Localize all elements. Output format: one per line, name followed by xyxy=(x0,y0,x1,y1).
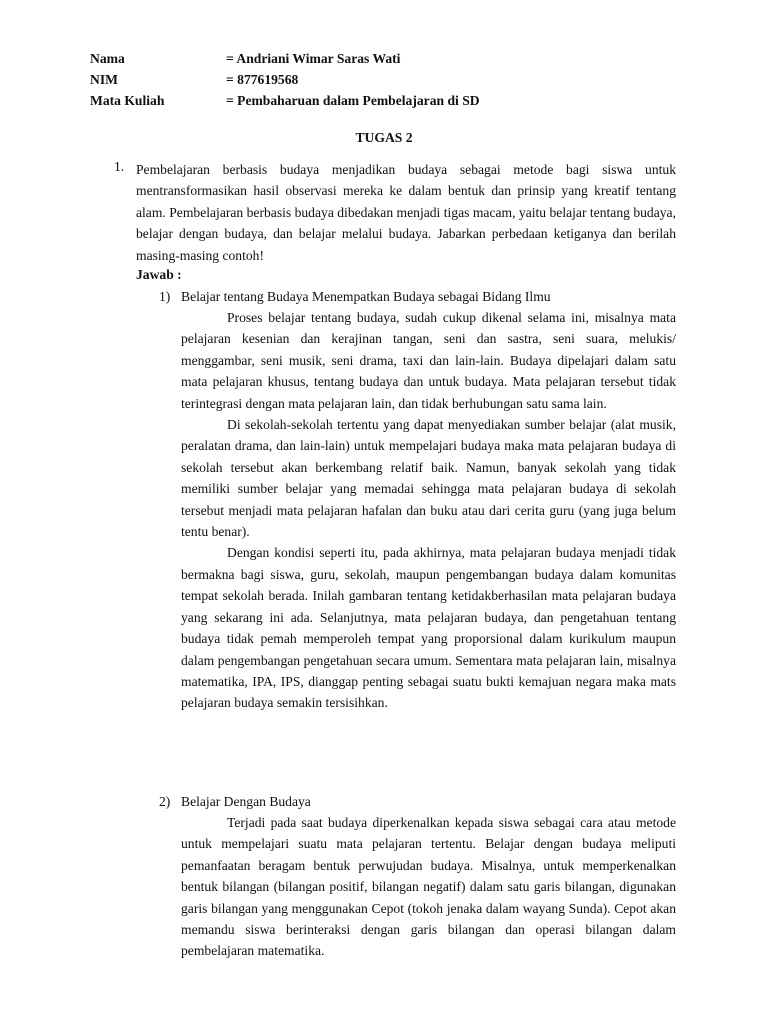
section-title: Belajar Dengan Budaya xyxy=(181,794,311,809)
header-row-nim xyxy=(90,69,480,90)
header-row-mata-kuliah xyxy=(90,90,480,111)
section-number: 1) xyxy=(159,289,171,304)
header-label: Nama xyxy=(90,51,125,66)
section-belajar-dengan-budaya xyxy=(159,791,676,962)
question-text: Pembelajaran berbasis budaya menjadikan budaya sebagai metode bagi siswa untuk mentransformasikan hasil observasi mereka ke dalam bentuk dan prinsip yang kreatif tentang alam. Pembelajaran berbasis budaya dibedakan menjadi tigas macam, yaitu belajar tentang budaya, belajar dengan budaya, dan belajar melalui budaya. Jabarkan perbedaan ketiganya dan berilah masing-masing contoh! xyxy=(136,162,676,263)
section-belajar-tentang-budaya xyxy=(159,286,676,714)
paragraph: Di sekolah-sekolah tertentu yang dapat menyediakan sumber belajar (alat musik, peralatan drama, dan lain-lain) untuk mempelajari budaya maka mata pelajaran budaya di sekolah tersebut akan berkembang relatif baik. Namun, banyak sekolah yang tidak memiliki sumber belajar yang memadai sehingga mata pelajaran budaya di sekolah tersebut menjadi mata pelajaran hafalan dan buku atau dari cerita guru (yang juga belum tentu benar). xyxy=(181,417,676,540)
section-number: 2) xyxy=(159,794,171,809)
header-value: = 877619568 xyxy=(226,72,299,87)
header-value: = Pembaharuan dalam Pembelajaran di SD xyxy=(226,93,480,108)
question-block xyxy=(114,159,676,266)
header-value: = Andriani Wimar Saras Wati xyxy=(226,51,401,66)
section-title: Belajar tentang Budaya Menempatkan Budaya sebagai Bidang Ilmu xyxy=(181,289,551,304)
header-row-nama xyxy=(90,48,480,69)
section-heading xyxy=(159,791,676,812)
header-label: NIM xyxy=(90,72,118,87)
header-block xyxy=(90,48,480,111)
paragraph: Proses belajar tentang budaya, sudah cukup dikenal selama ini, misalnya mata pelajaran kesenian dan kerajinan tangan, seni dan sastra, seni suara, melukis/ menggambar, seni musik, seni drama, taxi dan lain-lain. Budaya dipelajari dalam satu mata pelajaran khusus, tentang budaya dan untuk budaya. Mata pelajaran tersebut tidak terintegrasi dengan mata pelajaran lain, dan tidak berhubungan satu sama lain. xyxy=(181,310,676,411)
header-label: Mata Kuliah xyxy=(90,93,165,108)
question-number: 1. xyxy=(114,159,125,174)
section-heading xyxy=(159,286,676,307)
page-title: TUGAS 2 xyxy=(355,130,413,145)
paragraph: Dengan kondisi seperti itu, pada akhirnya, mata pelajaran budaya menjadi tidak bermakna bagi siswa, guru, sekolah, maupun pengembangan budaya dalam komunitas tempat sekolah berada. Inilah gambaran tentang ketidakberhasilan mata pelajaran budaya yang sekarang ini ada. Selanjutnya, mata pelajaran budaya, dan pengetahuan tentang budaya tidak pemah memperoleh tempat yang proporsional dalam kurikulum maupun dalam pengembangan pengetahuan secara umum. Sementara mata pelajaran lain, misalnya matematika, IPA, IPS, dianggap penting sebagai suatu bukti kemajuan negara maka mats pelajaran budaya semakin tersisihkan. xyxy=(181,545,676,711)
answer-label: Jawab : xyxy=(136,267,182,282)
paragraph: Terjadi pada saat budaya diperkenalkan kepada siswa sebagai cara atau metode untuk mempelajari suatu mata pelajaran tertentu. Belajar dengan budaya meliputi pemanfaatan beragam bentuk perwujudan budaya. Misalnya, untuk memperkenalkan bentuk bilangan (bilangan positif, bilangan negatif) dalam satu garis bilangan, digunakan garis bilangan yang menggunakan Cepot (tokoh jenaka dalam wayang Sunda). Cepot akan memandu siswa berinteraksi dengan garis bilangan dan operasi bilangan dalam pembelajaran matematika. xyxy=(181,815,676,959)
